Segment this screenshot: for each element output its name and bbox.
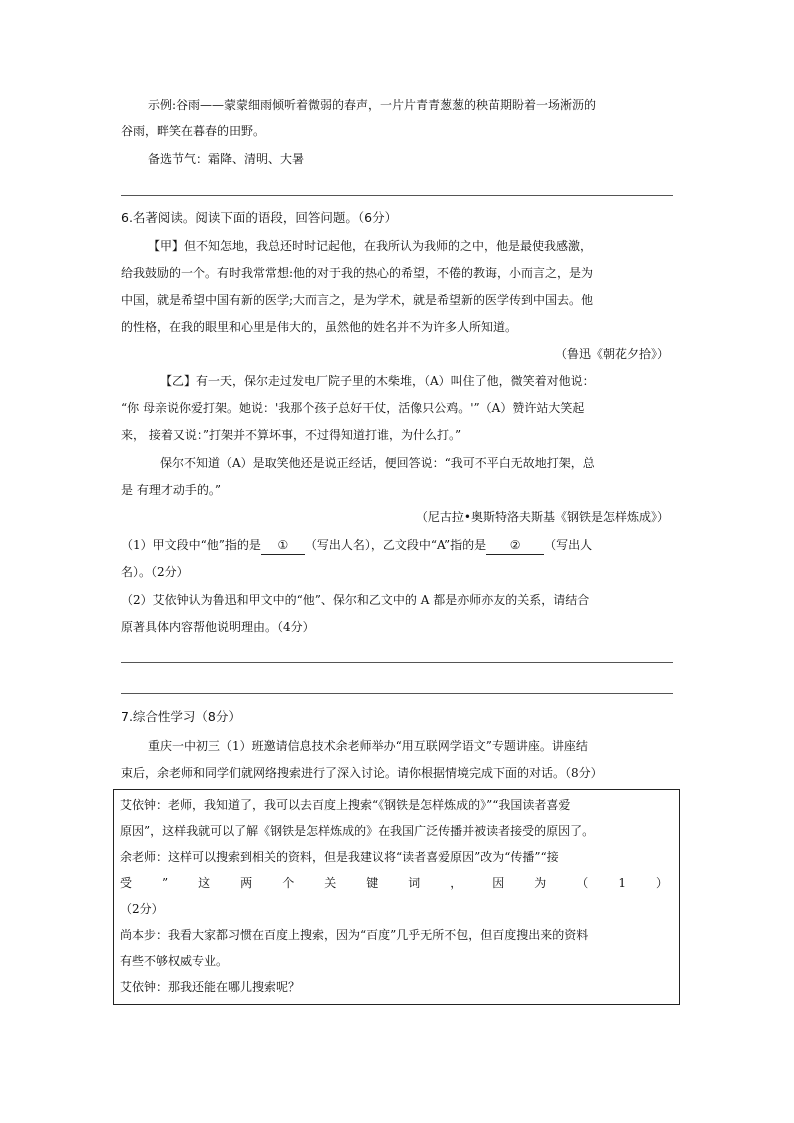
q6-jia-line-1: 【甲】但不知怎地，我总还时时记起他，在我所认为我师的之中，他是最使我感激， <box>148 239 593 253</box>
q6-yi-source: （尼古拉•奥斯特洛夫斯基《钢铁是怎样炼成》） <box>415 510 669 524</box>
token: 受 <box>120 876 133 890</box>
q6-yi-line-5: 是 有理才动手的。” <box>121 483 221 497</box>
token: 两 <box>240 876 253 890</box>
token: 因 <box>492 876 505 890</box>
example-line-1: 示例:谷雨——蒙蒙细雨倾听着微弱的春声，一片片青青葱葱的秧苗期盼着一场淅沥的 <box>148 98 597 112</box>
q6-sub1-part3: （写出人 <box>544 538 593 552</box>
answer-line[interactable] <box>121 693 673 694</box>
token: 关 <box>324 876 337 890</box>
q6-sub1-part2: （写出人名），乙文段中“A”指的是 <box>304 538 487 552</box>
dialogue-aiyizhong-2: 艾依钟：那我还能在哪儿搜索呢？ <box>120 980 301 994</box>
dialogue-yu-teacher-c: （2分） <box>120 902 164 916</box>
token: 个 <box>282 876 295 890</box>
token: ” <box>162 876 169 890</box>
q6-sub2-line-1: （2）艾依钟认为鲁迅和甲文中的“他”、保尔和乙文中的 A 都是亦师亦友的关系，请结合 <box>121 593 590 607</box>
token: 键 <box>366 876 379 890</box>
example-alternatives: 备选节气：霜降、清明、大暑 <box>148 152 305 166</box>
token: （ <box>576 876 589 890</box>
answer-line[interactable] <box>121 662 673 663</box>
q6-jia-line-2: 给我鼓励的一个。有时我常常想:他的对于我的热心的希望，不倦的教诲，小而言之，是为 <box>121 266 594 280</box>
q6-yi-line-1: 【乙】有一天，保尔走过发电厂院子里的木柴堆，（A）叫住了他，微笑着对他说： <box>160 374 595 388</box>
dialogue-shang-b: 有些不够权威专业。 <box>120 954 229 968</box>
q6-jia-source: （鲁迅《朝花夕拾》） <box>554 347 669 361</box>
dialogue-yu-teacher-a: 余老师：这样可以搜索到相关的资料，但是我建议将“读者喜爱原因”改为“传播”“接 <box>120 850 559 864</box>
q6-title: 6.名著阅读。阅读下面的语段，回答问题。（6分） <box>121 210 398 225</box>
token: 词 <box>408 876 421 890</box>
token: 这 <box>198 876 211 890</box>
q6-yi-line-3: 来， 接着又说：”打架并不算坏事，不过得知道打谁，为什么打。” <box>121 428 462 442</box>
q7-intro-line-2: 束后，余老师和同学们就网络搜索进行了深入讨论。请你根据情境完成下面的对话。（8分） <box>121 766 603 780</box>
q6-jia-line-4: 的性格，在我的眼里和心里是伟大的，虽然他的姓名并不为许多人所知道。 <box>121 320 518 334</box>
q6-sub1-line-1 <box>121 536 592 555</box>
dialogue-yu-teacher-b <box>120 874 668 892</box>
q7-intro-line-1: 重庆一中初三（1）班邀请信息技术余老师举办“用互联网学语文”专题讲座。讲座结 <box>148 739 588 753</box>
dialogue-shang-a: 尚本步：我看大家都习惯在百度上搜索，因为“百度”几乎无所不包，但百度搜出来的资料 <box>120 928 589 942</box>
dialogue-box <box>113 789 680 1005</box>
q6-yi-line-2: “你 母亲说你爱打架。她说：'我那个孩子总好干仗，活像只公鸡。'”（A）赞许站大笑起 <box>121 401 585 415</box>
q7-title: 7.综合性学习（8分） <box>121 709 241 724</box>
q6-yi-line-4: 保尔不知道（A）是取笑他还是说正经话，便回答说：“我可不平白无故地打架，总 <box>160 456 595 470</box>
example-line-2: 谷雨，畔笑在暮春的田野。 <box>121 124 266 138</box>
dialogue-aiyizhong-1a: 艾依钟：老师，我知道了，我可以去百度上搜索“《钢铁是怎样炼成的》”“我国读者喜爱 <box>120 798 571 812</box>
token: ， <box>450 876 463 890</box>
answer-blank-1[interactable]: ① <box>261 536 305 555</box>
q6-jia-line-3: 中国，就是希望中国有新的医学;大而言之，是为学术，就是希望新的医学传到中国去。他 <box>121 293 594 307</box>
dialogue-aiyizhong-1b: 原因”，这样我就可以了解《钢铁是怎样炼成的》在我国广泛传播并被读者接受的原因了。 <box>120 824 595 838</box>
token: 为 <box>534 876 547 890</box>
answer-slot-1[interactable]: 1 <box>618 876 626 890</box>
q6-sub1-part1: （1）甲文段中“他”指的是 <box>121 538 261 552</box>
token: ） <box>655 876 668 890</box>
answer-line <box>121 195 673 196</box>
q6-sub2-line-2: 原著具体内容帮他说明理由。（4分） <box>121 620 315 634</box>
answer-blank-2[interactable]: ② <box>486 536 544 555</box>
q6-sub1-line-2: 名）。（2分） <box>121 565 189 579</box>
